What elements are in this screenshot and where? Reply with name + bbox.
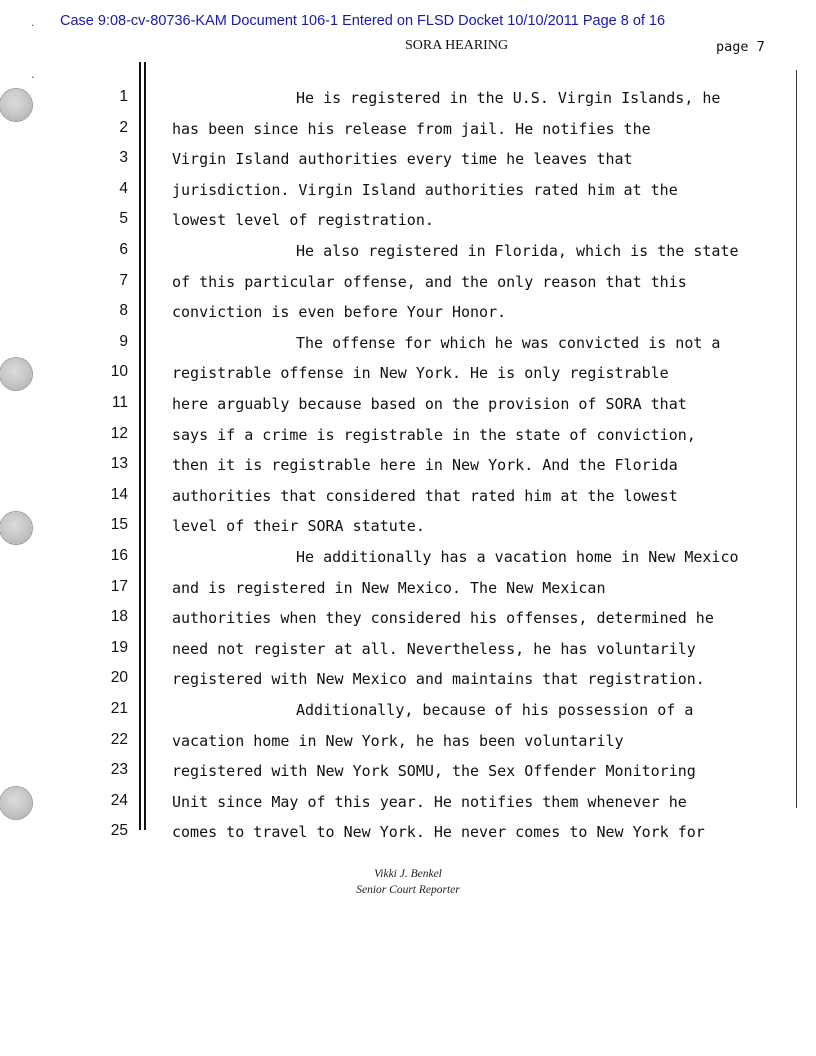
transcript-line: level of their SORA statute. (172, 517, 425, 536)
line-number: 19 (110, 638, 128, 656)
transcript-line: registered with New Mexico and maintains that registration. (172, 670, 705, 689)
transcript-line: authorities when they considered his offenses, determined he (172, 609, 714, 628)
line-number: 12 (110, 424, 128, 442)
line-number: 23 (110, 761, 128, 779)
transcript-line: Virgin Island authorities every time he leaves that (172, 150, 633, 169)
transcript-line: vacation home in New York, he has been voluntarily (172, 731, 624, 750)
transcript-line: has been since his release from jail. He notifies the (172, 119, 651, 138)
transcript-line: here arguably because based on the provision of SORA that (172, 395, 687, 413)
line-number: 15 (110, 516, 128, 534)
page-number-label: page 7 (716, 39, 765, 55)
line-number: 14 (110, 485, 128, 503)
line-number: 21 (110, 700, 128, 717)
transcript-line: lowest level of registration. (172, 211, 434, 230)
line-number: 22 (110, 730, 128, 748)
transcript-line: authorities that considered that rated him at the lowest (172, 486, 678, 505)
line-number: 17 (110, 577, 128, 595)
line-number: 2 (119, 118, 128, 136)
line-number: 16 (110, 547, 128, 564)
line-number: 5 (119, 210, 128, 228)
transcript-line: then it is registrable here in New York. And the Florida (172, 456, 678, 475)
reporter-title: Senior Court Reporter (356, 884, 460, 896)
transcript-line: jurisdiction. Virgin Island authorities rated him at the (172, 180, 678, 199)
transcript-line: need not register at all. Nevertheless, he has voluntarily (172, 639, 696, 658)
transcript-line: He additionally has a vacation home in New Mexico (296, 548, 739, 566)
bullet-mark: . (31, 15, 35, 29)
line-number: 4 (119, 179, 128, 197)
line-number: 24 (110, 791, 128, 809)
line-number: 25 (110, 822, 128, 840)
transcript-line: and is registered in New Mexico. The New Mexican (172, 578, 606, 597)
transcript-line: registered with New York SOMU, the Sex Offender Monitoring (172, 762, 696, 781)
case-header: Case 9:08-cv-80736-KAM Document 106-1 Entered on FLSD Docket 10/10/2011 Page 8 of 16 (60, 13, 666, 29)
line-number: 7 (119, 271, 128, 289)
punch-hole (0, 89, 32, 121)
line-number: 1 (119, 88, 128, 105)
bullet-mark: . (31, 67, 35, 81)
hearing-title: SORA HEARING (405, 38, 509, 53)
transcript-line: conviction is even before Your Honor. (172, 303, 507, 322)
punch-hole (0, 787, 32, 819)
line-number: 11 (111, 394, 128, 411)
margin-rule-right (796, 70, 797, 808)
margin-rule (139, 62, 141, 830)
punch-hole (0, 358, 32, 390)
transcript-line: He is registered in the U.S. Virgin Islands, he (296, 89, 721, 107)
margin-rule (144, 62, 146, 830)
transcript-line: Additionally, because of his possession of a (296, 701, 694, 719)
line-number: 9 (119, 332, 128, 350)
line-number: 8 (119, 302, 128, 320)
transcript-line: registrable offense in New York. He is only registrable (172, 364, 669, 383)
line-number: 20 (110, 669, 128, 687)
transcript-line: The offense for which he was convicted is not a (296, 333, 721, 352)
line-number: 10 (110, 363, 128, 381)
line-number: 6 (119, 241, 128, 258)
line-number: 13 (110, 455, 128, 473)
transcript-line: of this particular offense, and the only reason that this (172, 272, 687, 291)
line-number: 3 (119, 149, 128, 167)
transcript-line: He also registered in Florida, which is the state (296, 242, 739, 260)
reporter-name: Vikki J. Benkel (374, 868, 442, 880)
line-number: 18 (110, 608, 128, 626)
transcript-line: says if a crime is registrable in the state of conviction, (172, 425, 696, 444)
transcript-line: comes to travel to New York. He never comes to New York for (172, 823, 705, 842)
transcript-line: Unit since May of this year. He notifies them whenever he (172, 792, 687, 811)
punch-hole (0, 512, 32, 544)
